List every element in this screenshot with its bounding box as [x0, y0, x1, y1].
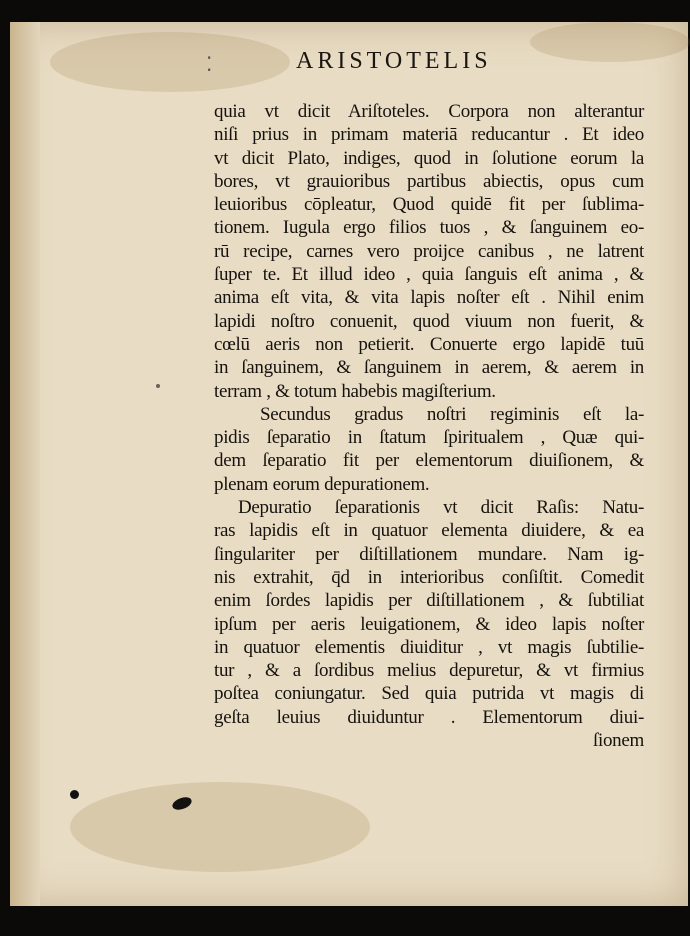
text-line: quia vt dicit Ariſtoteles. Corpora non alterantur [214, 101, 644, 122]
text-line: nis extrahit, q̄d in interioribus conſiſtit. Comedit [214, 566, 644, 588]
text-line: ipſum per aeris leuigationem, & ideo lapis noſter [214, 613, 644, 635]
printer-mark: ⁚ [206, 52, 213, 76]
running-head: ARISTOTELIS [296, 48, 492, 74]
text-line: anima eſt vita, & vita lapis noſter eſt . Nihil enim [214, 287, 644, 309]
text-line: rū recipe, carnes vero proijce canibus , ne latrent [214, 240, 644, 262]
text-line: ſingulariter per diſtillationem mundare. Nam ig- [214, 543, 644, 565]
page-gutter [10, 22, 40, 906]
paragraph-end-line: terram , & totum habebis magiſterium. [214, 380, 496, 402]
text-line: tionem. Iugula ergo filios tuos , & ſanguinem eo- [214, 217, 644, 239]
paragraph-end-line: plenam eorum depurationem. [214, 473, 430, 495]
ink-spot [156, 384, 160, 388]
text-line: enim ſordes lapidis per diſtillationem , & ſubtiliat [214, 590, 644, 612]
text-line: niſi prius in primam materiā reducantur . Et ideo [214, 124, 644, 146]
text-line: poſtea coniungatur. Sed quia putrida vt magis di [214, 683, 644, 705]
text-line: geſta leuius diuiduntur . Elementorum diui- [214, 706, 644, 728]
text-line: bores, vt grauioribus partibus abiectis, opus cum [214, 170, 644, 192]
text-line: in ſanguinem, & ſanguinem in aerem, & aerem in [214, 357, 644, 379]
catchword: ſionem [593, 730, 644, 752]
text-line: pidis ſeparatio in ſtatum ſpiritualem , Quæ qui- [214, 427, 644, 449]
text-line: lapidi noſtro conuenit, quod viuum non fuerit, & [214, 310, 644, 332]
text-line: tur , & a ſordibus melius depuretur, & vt firmius [214, 660, 644, 682]
body-text [214, 100, 644, 752]
text-line: in quatuor elementis diuiditur , vt magis ſubtilie- [214, 636, 644, 658]
text-line: ſuper te. Et illud ideo , quia ſanguis eſt anima , & [214, 264, 644, 286]
paragraph-start-line: Secundus gradus noſtri regiminis eſt la- [260, 403, 644, 425]
ink-spot [70, 790, 79, 799]
text-line: ras lapidis eſt in quatuor elementa diuidere, & ea [214, 520, 644, 542]
paragraph-start-line: Depuratio ſeparationis vt dicit Raſis: Natu- [238, 497, 644, 519]
paper-stain [70, 782, 370, 872]
text-line: vt dicit Plato, indiges, quod in ſolutione eorum la [214, 147, 644, 169]
text-line: dem ſeparatio fit per elementorum diuiſionem, & [214, 450, 644, 472]
paper-stain [50, 32, 290, 92]
text-line: cœlū aeris non petierit. Conuerte ergo lapidē tuū [214, 333, 644, 355]
text-line: leuioribus cōpleatur, Quod quidē fit per ſublima- [214, 194, 644, 216]
paper-stain [530, 22, 690, 62]
